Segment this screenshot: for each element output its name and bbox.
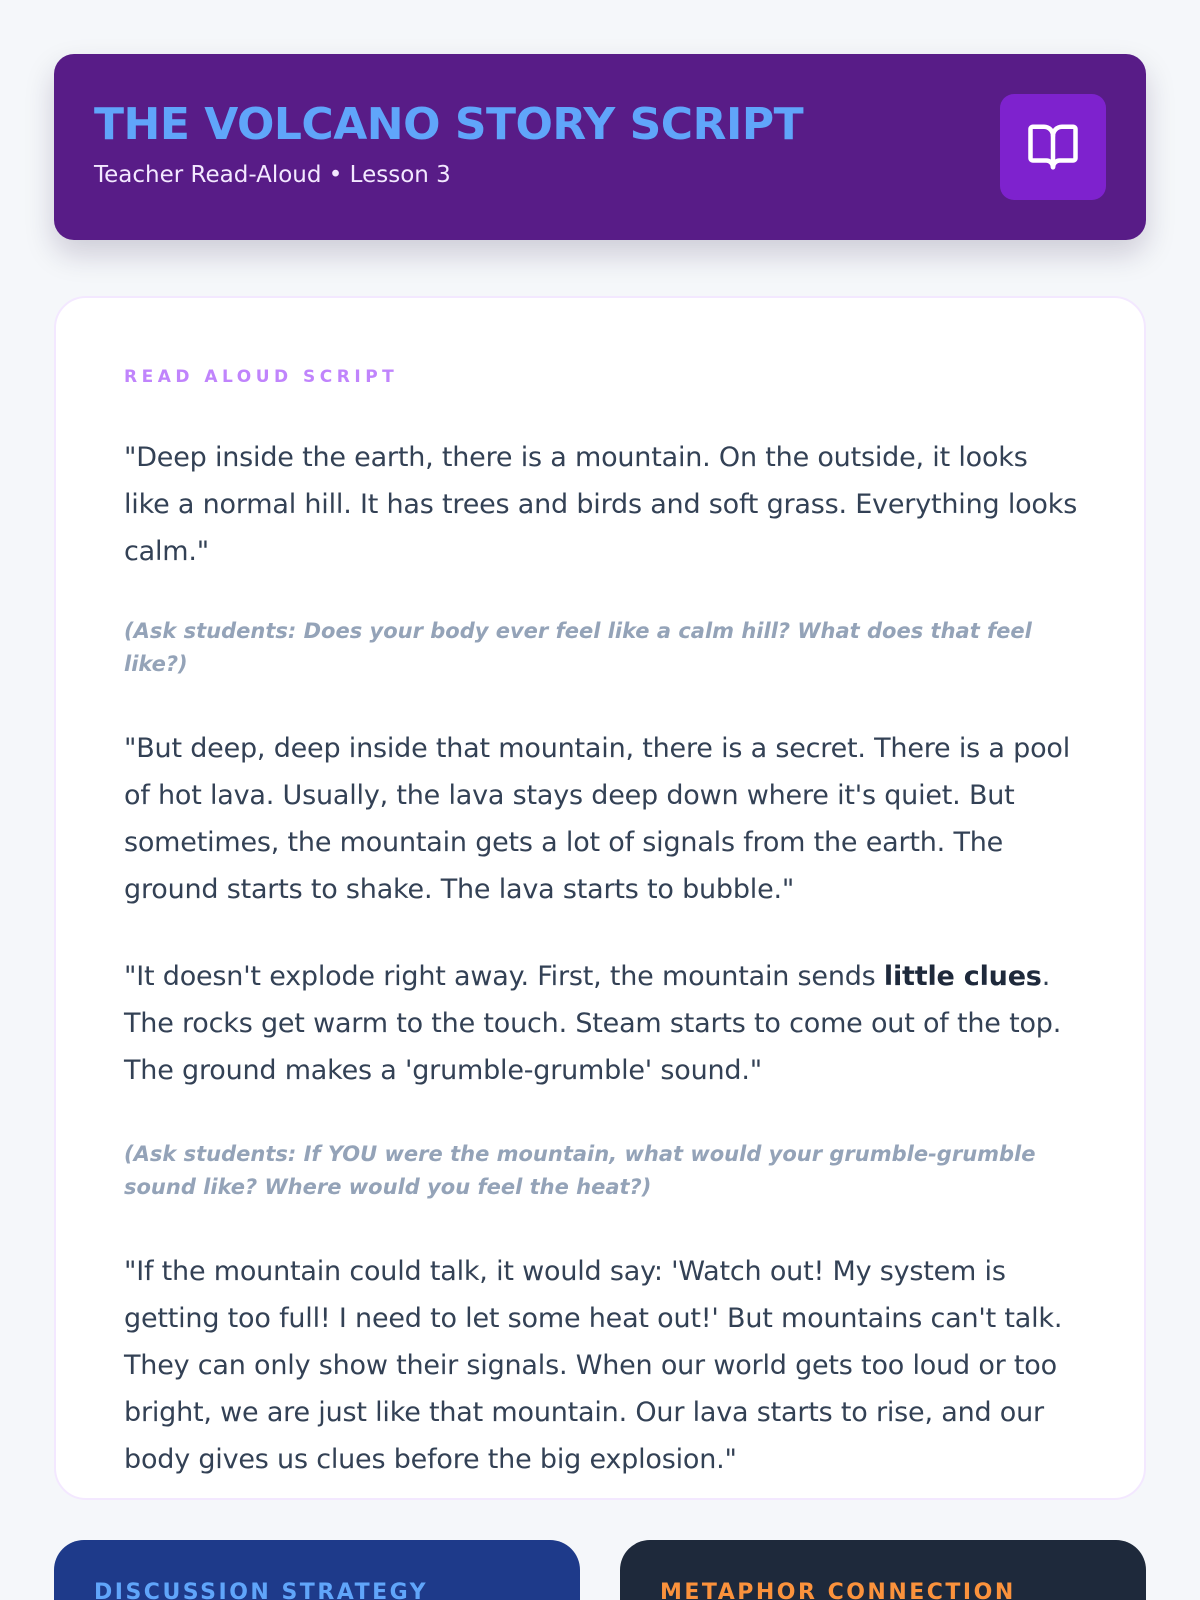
paragraph-3-end: . The rocks get warm to the touch. Steam starts to come out of the top. The ground makes a 'grumble-grumble' sound." <box>124 961 1062 1086</box>
lesson-header <box>54 54 1146 240</box>
metaphor-connection-label: METAPHOR CONNECTION <box>660 1580 1016 1600</box>
bottom-cards <box>54 1540 1146 1600</box>
open-book-icon <box>1026 120 1080 174</box>
book-button[interactable] <box>1000 94 1106 200</box>
script-paragraph-2: "But deep, deep inside that mountain, there is a secret. There is a pool of hot lava. Usually, the lava stays deep down where it's quiet. But sometimes, the mountain gets a lot of signals from the earth. The ground starts to shake. The lava starts to bubble." <box>124 733 1071 905</box>
emphasis-little-clues: little clues <box>883 961 1042 992</box>
metaphor-connection-card <box>620 1540 1146 1600</box>
discussion-strategy-label: DISCUSSION STRATEGY <box>94 1580 429 1600</box>
section-label: READ ALOUD SCRIPT <box>124 367 399 387</box>
teacher-prompt-2: (Ask students: If YOU were the mountain, what would your grumble-grumble sound like? Where would you feel the heat?) <box>124 1142 1036 1199</box>
paragraph-3-start: "It doesn't explode right away. First, the mountain sends <box>124 961 884 992</box>
teacher-prompt-1: (Ask students: Does your body ever feel like a calm hill? What does that feel like?) <box>124 619 1032 676</box>
discussion-strategy-card <box>54 1540 580 1600</box>
read-aloud-card <box>54 296 1146 1500</box>
script-paragraph-4: "If the mountain could talk, it would say: 'Watch out! My system is getting too full! I need to let some heat out!' But mountains can't talk. They can only show their signals. When our world gets too loud or too bright, we are just like that mountain. Our lava starts to rise, and our body gives us clues before the big explosion." <box>124 1256 1063 1475</box>
script-paragraph-1: "Deep inside the earth, there is a mountain. On the outside, it looks like a normal hill. It has trees and birds and soft grass. Everything looks calm." <box>124 442 1078 567</box>
lesson-subtitle: Teacher Read-Aloud • Lesson 3 <box>94 162 451 188</box>
script-paragraph-3 <box>124 953 1078 1094</box>
page-title: THE VOLCANO STORY SCRIPT <box>94 99 804 150</box>
